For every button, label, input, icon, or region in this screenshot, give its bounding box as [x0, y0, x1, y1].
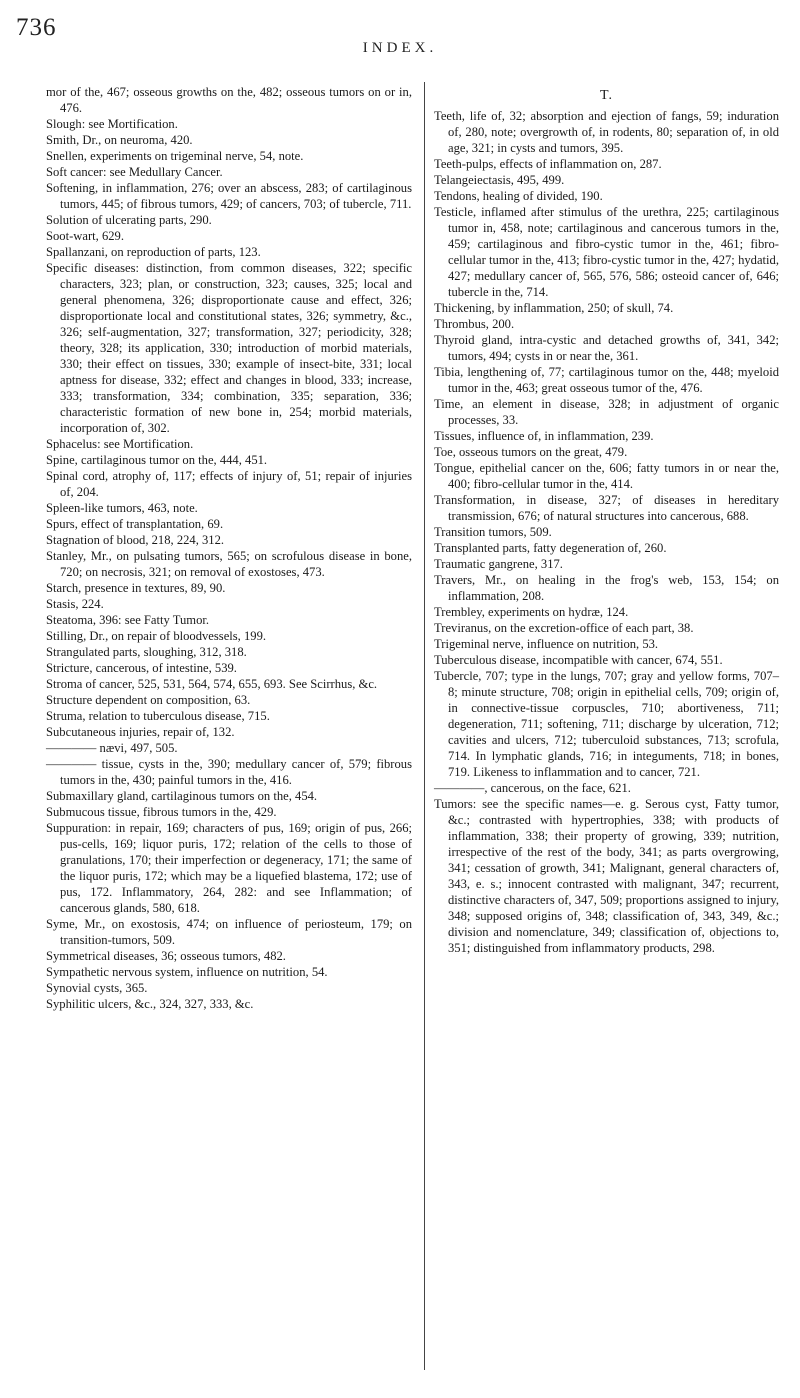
index-entry: Snellen, experiments on trigeminal nerve, 54, note. — [46, 149, 304, 163]
section-letter: T. — [599, 88, 613, 103]
index-entry: Stricture, cancerous, of intestine, 539. — [46, 661, 237, 675]
index-entry: Soft cancer: see Medullary Cancer. — [46, 165, 223, 179]
index-entry: Thrombus, 200. — [434, 317, 515, 331]
index-entry: Suppuration: in repair, 169; characters of pus, 169; origin of pus, 266; pus-cells, 169; liquor puris, 172; relation of the cells to those of granulations, 170; their imperfection or degeneracy, 171; the same of the liquor puris, 172; which may be a liquefied blastema, 172; use of pus, 172. Inflammatory, 264, 282: and see Inflammation; of cancerous glands, 580, 618. — [46, 821, 412, 915]
index-entry: Submucous tissue, fibrous tumors in the, 429. — [46, 805, 277, 819]
index-entry: Tongue, epithelial cancer on the, 606; fatty tumors in or near the, 400; fibro-cellular tumor in the, 414. — [434, 461, 779, 491]
index-entry: mor of the, 467; osseous growths on the, 482; osseous tumors on or in, 476. — [46, 85, 412, 115]
index-entry: Telangeiectasis, 495, 499. — [434, 173, 565, 187]
index-entry: Spurs, effect of transplantation, 69. — [46, 517, 224, 531]
index-entry: Tissues, influence of, in inflammation, 239. — [434, 429, 654, 443]
index-entry: Testicle, inflamed after stimulus of the urethra, 225; cartilaginous tumor in, 458, note; cartilaginous and cancerous tumors in the, 459; cartilaginous and fibro-cystic tumor in the, 461; fibro-cellular tumor in the, 413; fibro-cystic tumor in the, 427; hydatid, 427; medullary cancer of, 565, 576, 586; osteoid cancer of, 646; tubercle in the, 714. — [434, 205, 779, 299]
index-entry: Traumatic gangrene, 317. — [434, 557, 563, 571]
index-entry: Travers, Mr., on healing in the frog's web, 153, 154; on inflammation, 208. — [434, 573, 779, 603]
index-entry: Thickening, by inflammation, 250; of skull, 74. — [434, 301, 674, 315]
index-entry: Strangulated parts, sloughing, 312, 318. — [46, 645, 247, 659]
index-entry: Stroma of cancer, 525, 531, 564, 574, 655, 693. See Scirrhus, &c. — [46, 677, 378, 691]
index-entry: ———— nævi, 497, 505. — [46, 741, 178, 755]
index-entry: Spleen-like tumors, 463, note. — [46, 501, 198, 515]
index-entry: Slough: see Mortification. — [46, 117, 178, 131]
index-entry: Spallanzani, on reproduction of parts, 123. — [46, 245, 261, 259]
index-entry: Sympathetic nervous system, influence on nutrition, 54. — [46, 965, 328, 979]
index-entry: Transformation, in disease, 327; of diseases in hereditary transmission, 676; of natural structures into cancerous, 688. — [434, 493, 779, 523]
index-entry: Struma, relation to tuberculous disease, 715. — [46, 709, 270, 723]
index-entry: Stasis, 224. — [46, 597, 104, 611]
index-entry: Teeth-pulps, effects of inflammation on, 287. — [434, 157, 662, 171]
index-entry: Structure dependent on composition, 63. — [46, 693, 251, 707]
column-divider — [424, 82, 425, 1370]
index-entry: Syme, Mr., on exostosis, 474; on influence of periosteum, 179; on transition-tumors, 509. — [46, 917, 412, 947]
index-entry: Submaxillary gland, cartilaginous tumors on the, 454. — [46, 789, 318, 803]
index-entry: Transition tumors, 509. — [434, 525, 552, 539]
index-entry: ————, cancerous, on the face, 621. — [434, 781, 631, 795]
index-entry: Trigeminal nerve, influence on nutrition, 53. — [434, 637, 659, 651]
index-entry: Synovial cysts, 365. — [46, 981, 148, 995]
index-entry: Trembley, experiments on hydræ, 124. — [434, 605, 629, 619]
index-entry: Specific diseases: distinction, from common diseases, 322; specific characters, 323; plan, or construction, 323; causes, 325; local and general phenomena, 326; disproportionate cause and effect, 326; disproportionate local and constitutional states, 326; symmetry, &c., 326; self-augmentation, 327; transformation, 327; periodicity, 328; theory, 328; its application, 330; introduction of morbid materials, 330; their effect on tissues, 330; example of insect-bite, 331; local aptness for disease, 332; effect and changes in blood, 333; increase, 333; transformation, 334; combination, 335; separation, 336; characteristic formation of new bone in, 254; morbid materials, incorporation of, 302. — [46, 261, 412, 435]
index-entry: Steatoma, 396: see Fatty Tumor. — [46, 613, 210, 627]
right-entries — [434, 108, 779, 956]
left-column — [46, 84, 412, 1012]
index-entry: Syphilitic ulcers, &c., 324, 327, 333, &c. — [46, 997, 254, 1011]
index-entry: Teeth, life of, 32; absorption and ejection of fangs, 59; induration of, 280, note; overgrowth of, in rodents, 80; separation of, in old age, 321; in cysts and tumors, 395. — [434, 109, 779, 155]
page-number: 736 — [16, 14, 57, 41]
index-entry: Sphacelus: see Mortification. — [46, 437, 194, 451]
index-entry: Time, an element in disease, 328; in adjustment of organic processes, 33. — [434, 397, 779, 427]
index-entry: Tuberculous disease, incompatible with cancer, 674, 551. — [434, 653, 723, 667]
index-entry: Tubercle, 707; type in the lungs, 707; gray and yellow forms, 707–8; minute structure, 708; origin in epithelial cells, 709; origin of, in connective-tissue corpuscles, 710; abortiveness, 711; degeneration, 711; softening, 711; discharge by ulceration, 712; cavities and ulcers, 712; tuberculoid substances, 713; scrofula, 714. In lymphatic glands, 716; in integuments, 718; in bones, 719. Likeness to inflammation and to cancer, 721. — [434, 669, 779, 779]
index-entry: Soot-wart, 629. — [46, 229, 125, 243]
index-entry: Tumors: see the specific names—e. g. Serous cyst, Fatty tumor, &c.; contrasted with hypertrophies, 338; with products of inflammation, 338; their property of growing, 339; nutrition, irrespective of the rest of the body, 341; as parts overgrowing, 341; cessation of growth, 341; Malignant, general characters of, 343, e. s.; innocent contrasted with malignant, 347; recurrent, distinctive characters of, 347, 509; proportions assigned to injury, 348; supposed origins of, 348; classification of, 343, 349, &c.; division and nomenclature, 349; classification of, objections to, 351; distinguished from inflammatory products, 298. — [434, 797, 779, 955]
right-column — [434, 88, 779, 956]
index-entry: Spinal cord, atrophy of, 117; effects of injury of, 51; repair of injuries of, 204. — [46, 469, 412, 499]
index-entry: Symmetrical diseases, 36; osseous tumors, 482. — [46, 949, 286, 963]
index-entry: Tendons, healing of divided, 190. — [434, 189, 603, 203]
index-entry: Stanley, Mr., on pulsating tumors, 565; on scrofulous disease in bone, 720; on necrosis, 321; on removal of exostoses, 473. — [46, 549, 412, 579]
index-entry: Thyroid gland, intra-cystic and detached growths of, 341, 342; tumors, 494; cysts in or near the, 361. — [434, 333, 779, 363]
index-entry: Transplanted parts, fatty degeneration of, 260. — [434, 541, 667, 555]
index-entry: ———— tissue, cysts in the, 390; medullary cancer of, 579; fibrous tumors in the, 430; painful tumors in the, 416. — [46, 757, 412, 787]
index-entry: Tibia, lengthening of, 77; cartilaginous tumor on the, 448; myeloid tumor in the, 463; great osseous tumor of the, 476. — [434, 365, 779, 395]
index-entry: Smith, Dr., on neuroma, 420. — [46, 133, 193, 147]
index-entry: Starch, presence in textures, 89, 90. — [46, 581, 226, 595]
index-entry: Spine, cartilaginous tumor on the, 444, 451. — [46, 453, 268, 467]
running-head: INDEX. — [362, 40, 438, 56]
index-entry: Toe, osseous tumors on the great, 479. — [434, 445, 628, 459]
index-entry: Stilling, Dr., on repair of bloodvessels, 199. — [46, 629, 267, 643]
index-entry: Softening, in inflammation, 276; over an abscess, 283; of cartilaginous tumors, 445; of fibrous tumors, 429; of cancers, 703; of tubercle, 711. — [46, 181, 412, 211]
index-entry: Stagnation of blood, 218, 224, 312. — [46, 533, 225, 547]
index-entry: Treviranus, on the excretion-office of each part, 38. — [434, 621, 694, 635]
index-entry: Solution of ulcerating parts, 290. — [46, 213, 212, 227]
index-entry: Subcutaneous injuries, repair of, 132. — [46, 725, 235, 739]
